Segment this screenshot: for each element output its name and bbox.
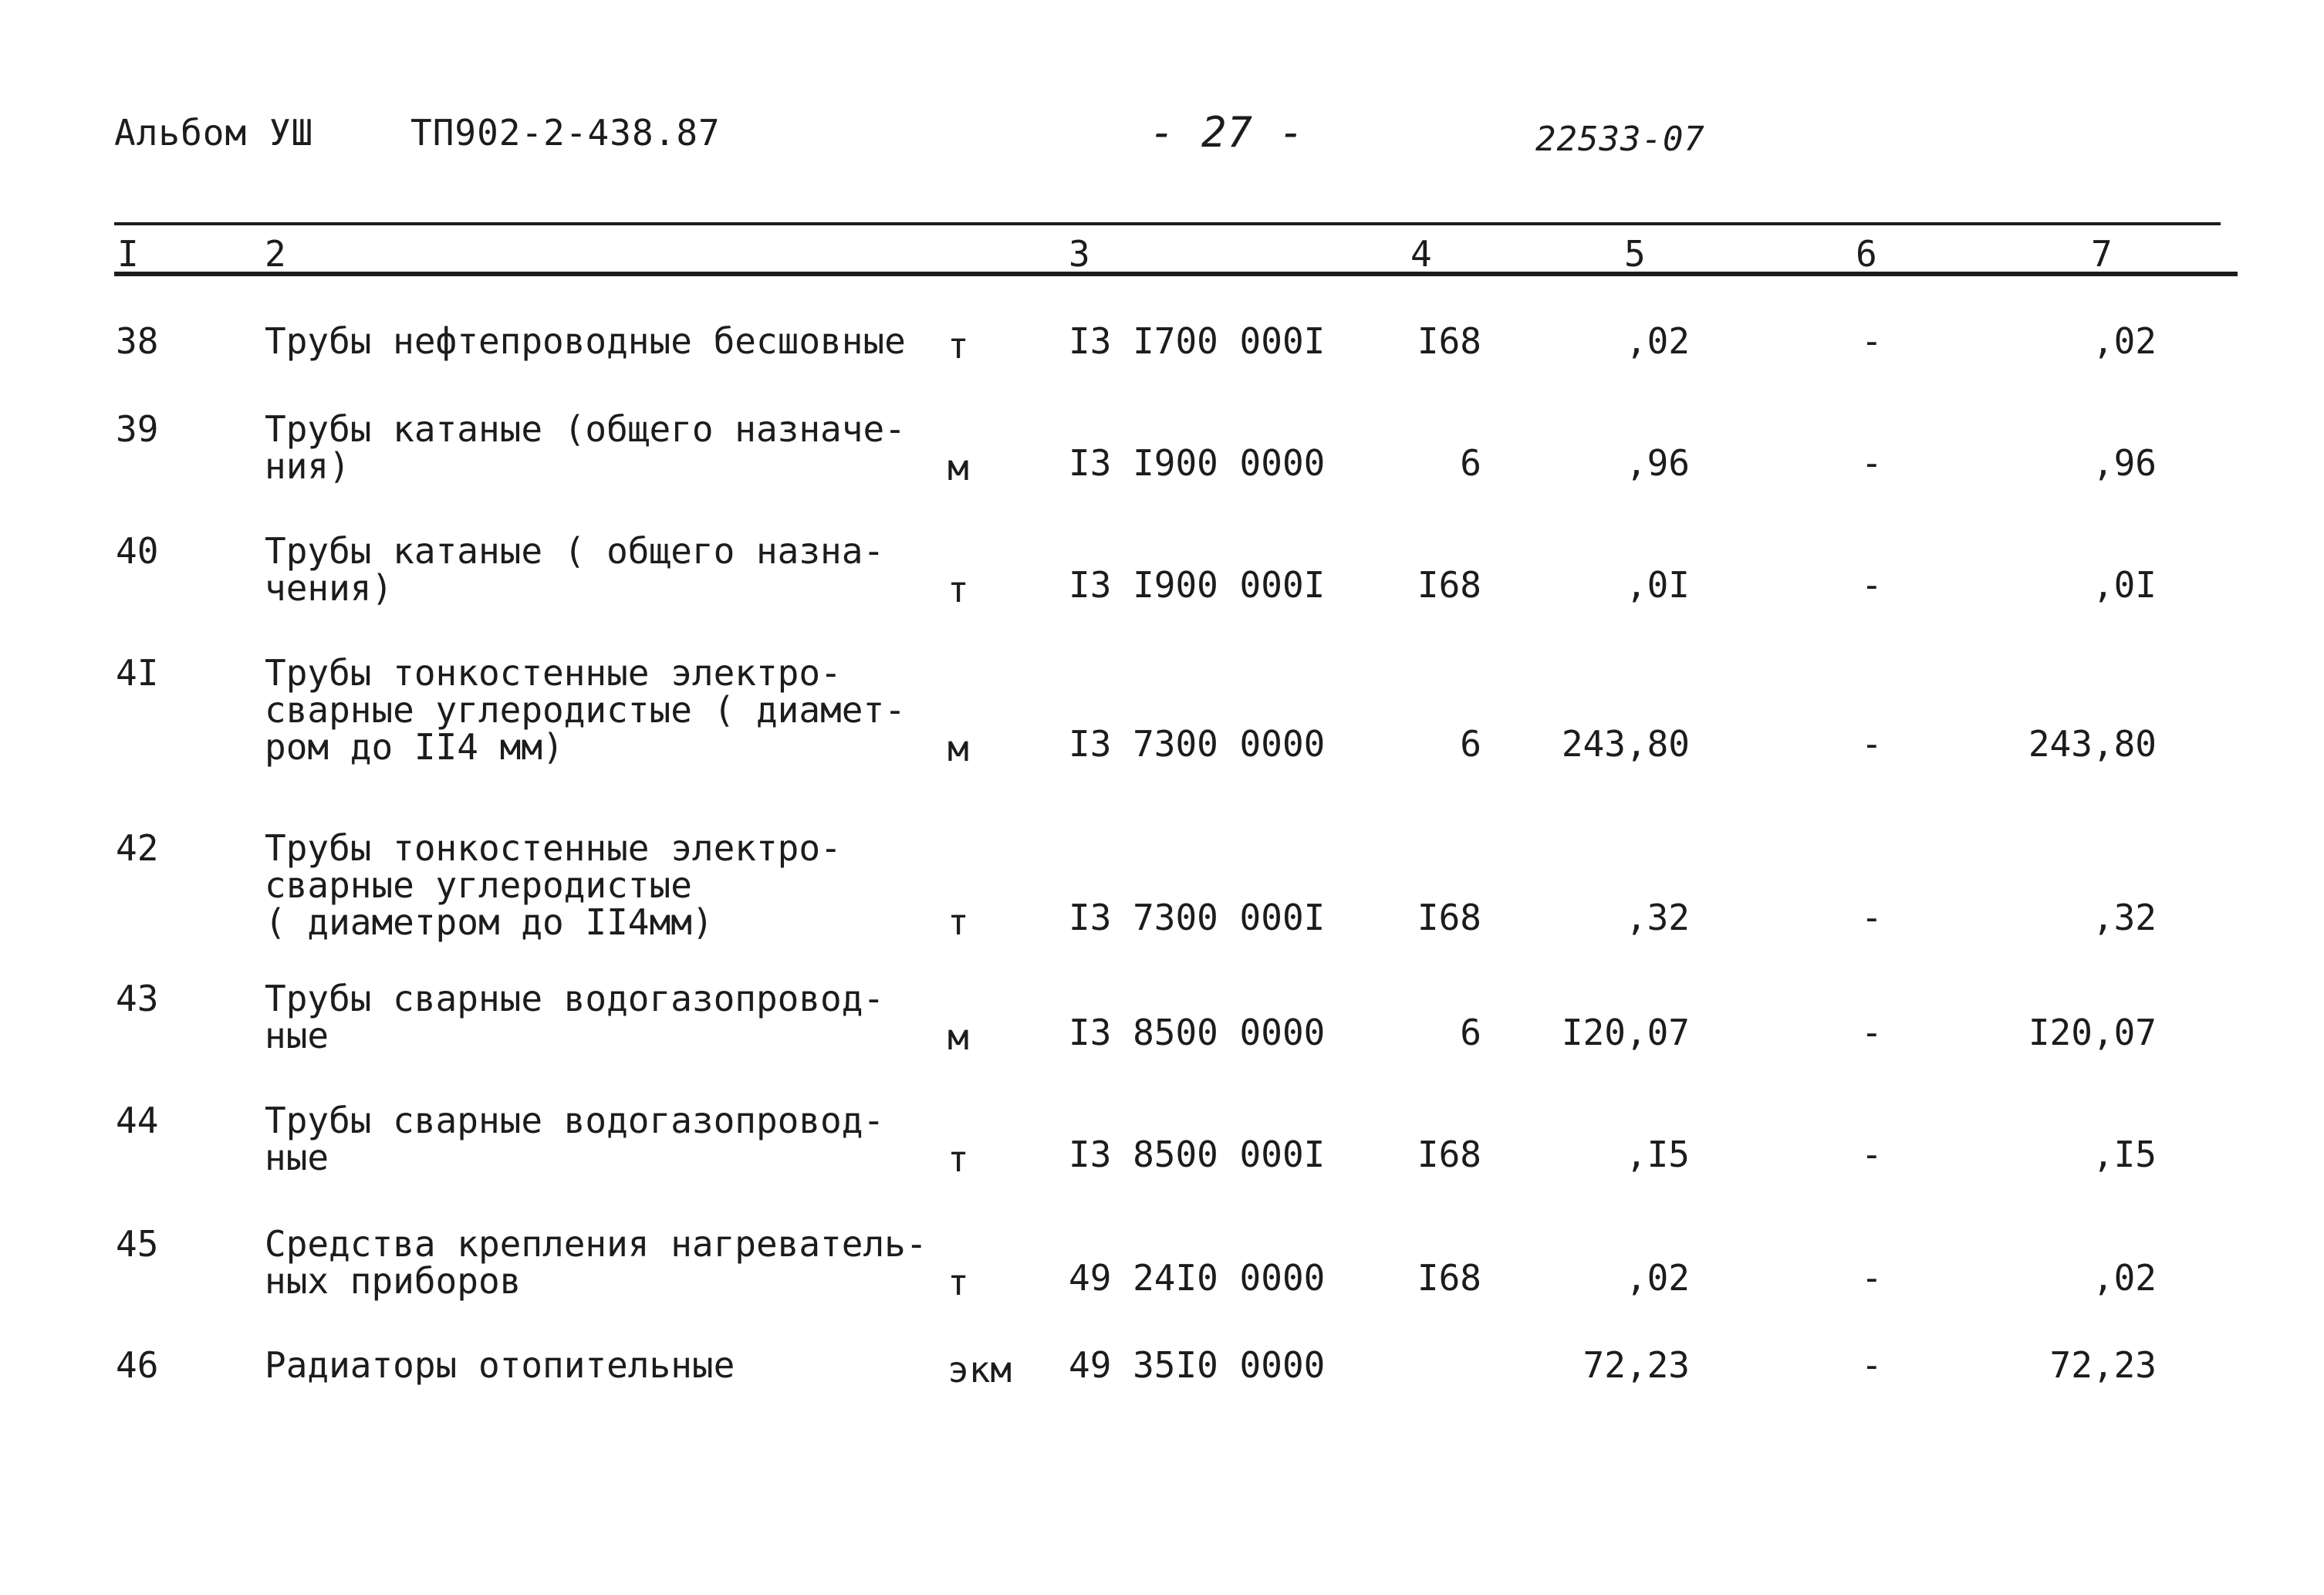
- unit-cell: т: [948, 569, 969, 610]
- row-number: 44: [116, 1100, 159, 1141]
- column-5-cell: I20,07: [1561, 1012, 1690, 1053]
- album-label: Альбом УШ: [114, 112, 314, 154]
- column-5-cell: ,96: [1625, 442, 1690, 484]
- unit-cell: м: [948, 1016, 969, 1058]
- row-number: 39: [116, 408, 159, 450]
- description-line: Трубы тонкостенные электро-: [265, 652, 842, 694]
- row-number: 43: [116, 978, 159, 1019]
- column-4-cell: I68: [1417, 320, 1481, 362]
- row-number: 46: [116, 1344, 159, 1386]
- row-description: [265, 320, 906, 362]
- column-6-cell: -: [1861, 723, 1883, 765]
- row-description: [265, 1223, 927, 1302]
- column-7-cell: ,I5: [2092, 1134, 2157, 1175]
- description-line: Трубы катаные ( общего назна-: [265, 530, 885, 572]
- column-4-cell: 6: [1460, 1012, 1481, 1053]
- column-5-cell: ,32: [1625, 897, 1690, 938]
- description-line: Трубы нефтепроводные бесшовные: [265, 320, 906, 362]
- description-line: Трубы сварные водогазопровод-: [265, 1100, 885, 1141]
- unit-cell: т: [948, 901, 969, 943]
- description-line: Трубы катаные (общего назначе-: [265, 408, 906, 450]
- unit-cell: т: [948, 1262, 969, 1303]
- description-line: Трубы тонкостенные электро-: [265, 827, 842, 869]
- column-4-cell: 6: [1460, 723, 1481, 765]
- column-7-cell: ,32: [2092, 897, 2157, 938]
- column-6-cell: -: [1861, 1134, 1883, 1175]
- row-description: [265, 408, 906, 487]
- description-line: ных приборов: [265, 1260, 522, 1302]
- description-line: ( диаметром до II4мм): [265, 901, 714, 943]
- column-header-5: 5: [1624, 233, 1646, 275]
- description-line: чения): [265, 567, 394, 609]
- column-5-cell: ,02: [1625, 1257, 1690, 1299]
- column-5-cell: ,02: [1625, 320, 1690, 362]
- column-4-cell: I68: [1417, 897, 1481, 938]
- row-description: [265, 1344, 735, 1386]
- row-description: [265, 532, 884, 607]
- column-5-cell: ,0I: [1625, 564, 1690, 606]
- column-header-4: 4: [1410, 233, 1432, 275]
- column-6-cell: -: [1861, 1344, 1883, 1386]
- description-line: Средства крепления нагреватель-: [265, 1223, 927, 1265]
- document-number: 22533-07: [1535, 120, 1705, 159]
- page-number: - 27 -: [1150, 108, 1306, 157]
- product-code-cell: I3 8500 0000: [1069, 1012, 1326, 1053]
- description-line: ные: [265, 1137, 329, 1178]
- product-code-cell: I3 I900 000I: [1069, 564, 1326, 606]
- column-5-cell: 72,23: [1583, 1344, 1690, 1386]
- column-7-cell: ,02: [2092, 1257, 2157, 1299]
- description-line: ния): [265, 445, 350, 487]
- column-4-cell: 6: [1460, 442, 1481, 484]
- description-line: Радиаторы отопительные: [265, 1344, 735, 1386]
- unit-cell: т: [948, 325, 969, 367]
- column-7-cell: ,02: [2092, 320, 2157, 362]
- unit-cell: экм: [948, 1349, 1012, 1391]
- unit-cell: м: [948, 447, 969, 488]
- product-code-cell: I3 I900 0000: [1069, 442, 1326, 484]
- column-4-cell: I68: [1417, 564, 1481, 606]
- product-code-cell: I3 7300 0000: [1069, 723, 1326, 765]
- row-number: 38: [116, 320, 159, 362]
- column-header-1: I: [117, 233, 139, 275]
- column-5-cell: 243,80: [1561, 723, 1690, 765]
- project-code: ТП902-2-438.87: [410, 112, 721, 154]
- product-code-cell: I3 I700 000I: [1069, 320, 1326, 362]
- row-number: 4I: [116, 652, 159, 694]
- column-6-cell: -: [1861, 320, 1883, 362]
- column-7-cell: ,0I: [2092, 564, 2157, 606]
- column-6-cell: -: [1861, 1257, 1883, 1299]
- row-number: 40: [116, 530, 159, 572]
- column-6-cell: -: [1861, 564, 1883, 606]
- description-line: ром до II4 мм): [265, 726, 564, 768]
- description-line: Трубы сварные водогазопровод-: [265, 978, 885, 1019]
- description-line: сварные углеродистые: [265, 864, 692, 906]
- column-6-cell: -: [1861, 1012, 1883, 1053]
- unit-cell: м: [948, 728, 969, 769]
- product-code-cell: I3 7300 000I: [1069, 897, 1326, 938]
- column-header-6: 6: [1856, 233, 1877, 275]
- product-code-cell: 49 24I0 0000: [1069, 1257, 1326, 1299]
- column-7-cell: 72,23: [2049, 1344, 2157, 1386]
- row-number: 42: [116, 827, 159, 869]
- description-line: ные: [265, 1015, 329, 1056]
- row-number: 45: [116, 1223, 159, 1265]
- row-description: [265, 827, 842, 943]
- column-5-cell: ,I5: [1625, 1134, 1690, 1175]
- row-description: [265, 980, 884, 1054]
- column-7-cell: ,96: [2092, 442, 2157, 484]
- row-description: [265, 1102, 884, 1176]
- description-line: сварные углеродистые ( диамет-: [265, 689, 906, 731]
- column-4-cell: I68: [1417, 1257, 1481, 1299]
- product-code-cell: 49 35I0 0000: [1069, 1344, 1326, 1386]
- column-7-cell: I20,07: [2028, 1012, 2157, 1053]
- unit-cell: т: [948, 1138, 969, 1180]
- table-top-rule: [114, 222, 2221, 225]
- row-description: [265, 652, 906, 768]
- column-header-3: 3: [1069, 233, 1090, 275]
- table-header-rule: [114, 272, 2238, 276]
- column-6-cell: -: [1861, 442, 1883, 484]
- column-7-cell: 243,80: [2028, 723, 2157, 765]
- column-4-cell: I68: [1417, 1134, 1481, 1175]
- column-header-2: 2: [265, 233, 286, 275]
- column-header-7: 7: [2091, 233, 2113, 275]
- column-6-cell: -: [1861, 897, 1883, 938]
- product-code-cell: I3 8500 000I: [1069, 1134, 1326, 1175]
